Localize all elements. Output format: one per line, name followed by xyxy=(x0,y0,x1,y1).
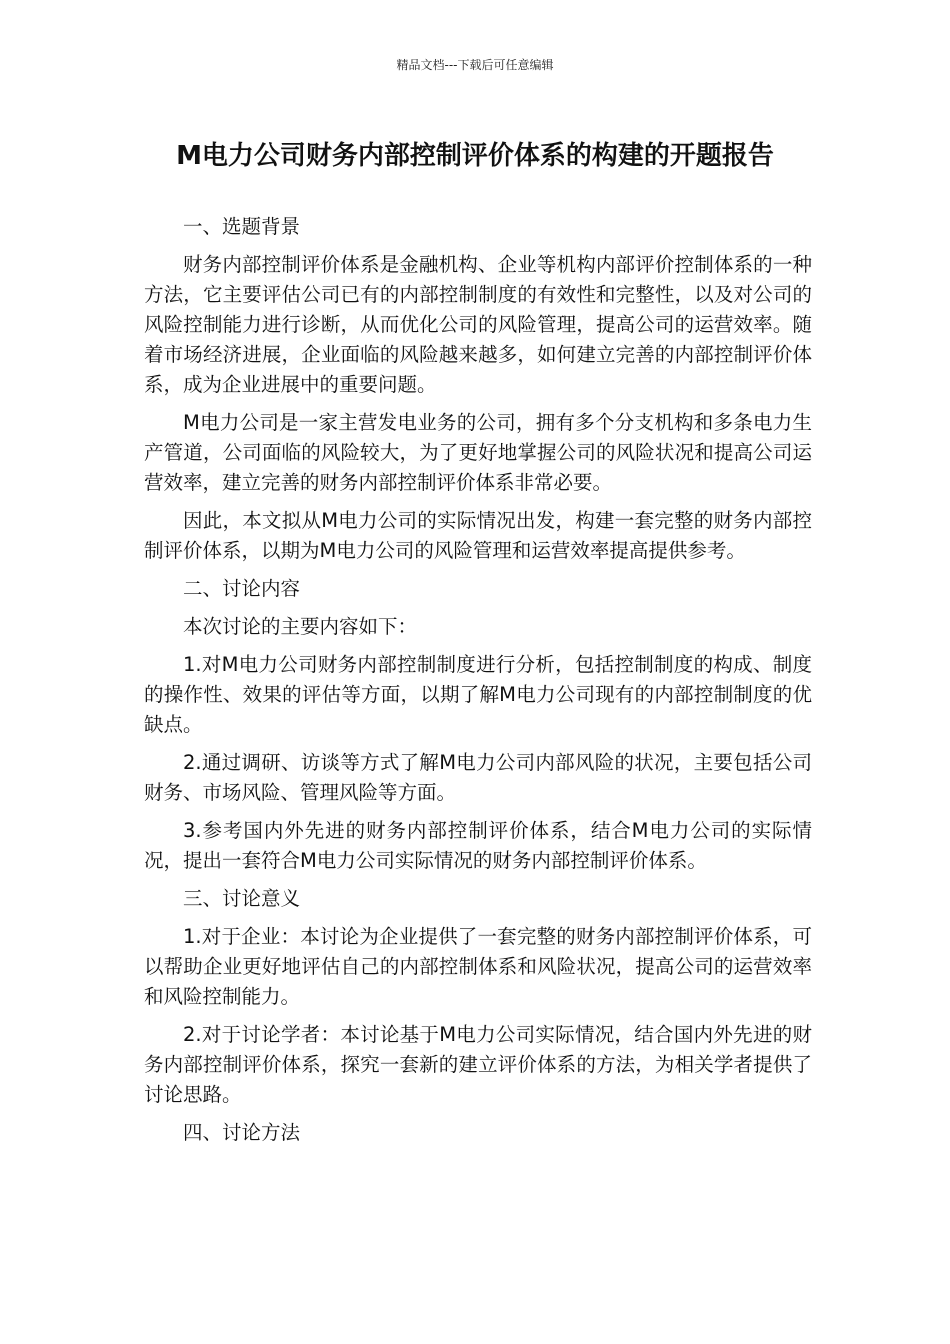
section-heading-background: 一、选题背景 xyxy=(183,215,301,238)
list-item: 1.对于企业：本讨论为企业提供了一套完整的财务内部控制评价体系，可以帮助企业更好地评估自己的内部控制体系和风险状况，提高公司的运营效率和风险控制能力。 xyxy=(144,925,812,1008)
list-item: 2.通过调研、访谈等方式了解M电力公司内部风险的状况，主要包括公司财务、市场风险、管理风险等方面。 xyxy=(144,751,812,804)
paragraph: 财务内部控制评价体系是金融机构、企业等机构内部评价控制体系的一种方法，它主要评估公司已有的内部控制制度的有效性和完整性，以及对公司的风险控制能力进行诊断，从而优化公司的风险管理，提高公司的运营效率。随着市场经济进展，企业面临的风险越来越多，如何建立完善的内部控制评价体系，成为企业进展中的重要问题。 xyxy=(144,253,812,396)
list-item: 1.对M电力公司财务内部控制制度进行分析，包括控制制度的构成、制度的操作性、效果的评估等方面，以期了解M电力公司现有的内部控制制度的优缺点。 xyxy=(144,653,812,736)
section-heading-content: 二、讨论内容 xyxy=(183,577,301,600)
paragraph: M电力公司是一家主营发电业务的公司，拥有多个分支机构和多条电力生产管道，公司面临的风险较大，为了更好地掌握公司的风险状况和提高公司运营效率，建立完善的财务内部控制评价体系非常必要。 xyxy=(144,411,812,494)
section-heading-method: 四、讨论方法 xyxy=(183,1121,301,1144)
document-body xyxy=(144,212,812,1156)
paragraph: 本次讨论的主要内容如下： xyxy=(183,615,418,638)
section-heading-significance: 三、讨论意义 xyxy=(183,887,301,910)
document-title: M电力公司财务内部控制评价体系的构建的开题报告 xyxy=(176,141,774,171)
paragraph: 因此，本文拟从M电力公司的实际情况出发，构建一套完整的财务内部控制评价体系，以期为M电力公司的风险管理和运营效率提高提供参考。 xyxy=(144,509,812,562)
list-item: 2.对于讨论学者：本讨论基于M电力公司实际情况，结合国内外先进的财务内部控制评价体系，探究一套新的建立评价体系的方法，为相关学者提供了讨论思路。 xyxy=(144,1023,812,1106)
list-item: 3.参考国内外先进的财务内部控制评价体系，结合M电力公司的实际情况，提出一套符合M电力公司实际情况的财务内部控制评价体系。 xyxy=(144,819,812,872)
header-note: 精品文档---下载后可任意编辑 xyxy=(396,58,554,72)
